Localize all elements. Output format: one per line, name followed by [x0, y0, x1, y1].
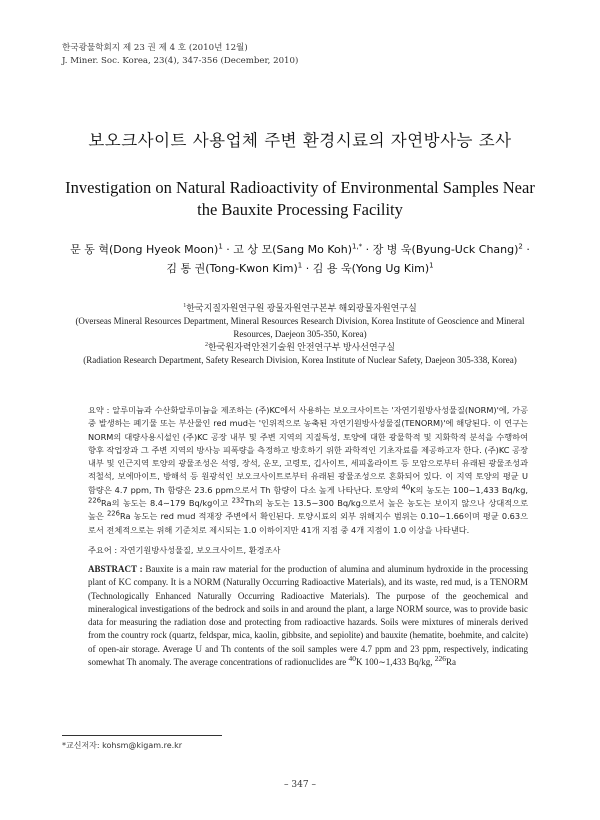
affiliation-en: (Overseas Mineral Resources Department, Mineral Resources Research Division, Korea Institute of Geoscience and Mineral Resources, Daejeon 305-350, Korea)	[75, 316, 525, 339]
author-separator: ·	[362, 243, 373, 256]
affiliation-en: (Radiation Research Department, Safety Research Division, Korea Institute of Nuclear Safety, Daejeon 305-338, Korea)	[83, 355, 517, 365]
footnote-divider	[62, 735, 222, 736]
affiliation-ko: $^1$한국지질자원연구원 광물자원연구본부 해외광물자원연구실	[183, 303, 417, 313]
author-name: 문 동 혁(Dong Hyeok Moon)	[70, 243, 219, 256]
journal-line-en: J. Miner. Soc. Korea, 23(4), 347-356 (December, 2010)	[62, 55, 299, 66]
author-separator: ·	[522, 243, 530, 256]
abstract-ko-label: 요약 :	[88, 405, 113, 415]
author-mark: 2	[518, 242, 523, 251]
author-name: 김 통 권(Tong-Kwon Kim)	[166, 262, 298, 275]
keywords-label: 주요어 :	[88, 545, 120, 555]
title-korean: 보오크사이트 사용업체 주변 환경시료의 자연방사능 조사	[88, 131, 512, 150]
page-number: – 347 –	[284, 780, 316, 790]
affiliations	[70, 302, 530, 367]
journal-line-ko: 한국광물학회지 제 23 권 제 4 호 (2010년 12월)	[62, 43, 248, 53]
affiliation-ko: $^2$한국원자력안전기술원 안전연구부 방사선연구실	[204, 342, 396, 352]
title-english: Investigation on Natural Radioactivity of Environmental Samples Near the Bauxite Processing Facility	[65, 178, 535, 219]
journal-header	[62, 42, 298, 67]
author-mark: 1,*	[352, 242, 363, 251]
keywords-korean	[88, 545, 528, 556]
author-separator: ·	[302, 262, 313, 275]
keywords-text: 자연기원방사성물질, 보오크사이트, 환경조사	[119, 545, 281, 555]
author-list	[40, 240, 560, 278]
abstract-korean: 요약 : 알루미늄과 수산화알루미늄을 제조하는 (주)KC에서 사용하는 보오크사이트는 '자연기원방사성물질(NORM)'에, 가공 중 발생하는 폐기물 또는 부산물인 red mud는 '인위적으로 농축된 자연기원방사성물질(TENORM)'에 해당된다. 이 연구는 NORM의 대량사용시설인 (주)KC 공장 내부 및 주변 지역의 지질특성, 토양에 대한 광물학적 및 지화학적 분석을 수행하여 향후 작업장과 그 주변 지역의 방사능 피폭량을 측정하고 방호하기 위한 과학적인 기초자료를 제공하고자 한다. (주)KC 공장 내부 및 인근지역 토양의 광물조성은 석영, 장석, 운모, 고령토, 깁사이트, 세피올라이트 등 모암으로부터 유래된 광물조성과 적철석, 보에마이트, 방해석 등 원광석인 보오크사이트로부터 유래된 광물조성으로 혼화되어 있다. 이 지역 토양의 평균 U 함량은 4.7 ppm, Th 함량은 23.6 ppm으로서 Th 함량이 다소 높게 나타난다. 토양의 $^{40}$K의 농도는 100∼1,433 Bq/kg, $^{226}$Ra의 농도는 8.4∼179 Bq/kg이고 $^{232}$Th의 농도는 13.5∼300 Bq/kg으로서 높은 농도는 보이지 않으나 상대적으로 높은 $^{226}$Ra 농도는 red mud 적재장 주변에서 확인된다. 토양시료의 외부 위해지수 범위는 0.10∼1.66이며 평균 0.63으로서 전체적으로는 위해 기준치로 제시되는 1.0 이하이지만 41개 지점 중 4개 지점이 1.0 이상을 나타낸다.	[88, 405, 529, 535]
abstract-en-label: ABSTRACT :	[88, 564, 146, 574]
author-name: 장 병 욱(Byung-Uck Chang)	[372, 243, 519, 256]
abstract-english: ABSTRACT : Bauxite is a main raw material for the production of alumina and aluminum hydroxide in the processing plant of KC company. It is a NORM (Naturally Occurring Radioactive Materials), and its waste, red mud, is a TENORM (Technologically Enhanced Naturally Occurring Radioactive Materials). The purpose of the geochemical and mineralogical investigations of the bedrock and soils in and around the plant, a large NORM source, was to provide basic data for measuring the radiation dose and protecting from radioactive hazards. Soils were mixtures of minerals derived from the country rock (quartz, feldspar, mica, kaolin, gibbsite, and sepiolite) and bauxite (hematite, boehmite, and calcite) of open-air storage. Average U and Th contents of the soil samples were 4.7 ppm and 23 ppm, respectively, indicating somewhat Th anomaly. The average concentrations of radionuclides are $^{40}$K 100∼1,433 Bq/kg, $^{226}$Ra	[88, 564, 528, 667]
author-mark: 1	[297, 261, 303, 270]
author-mark: 1	[429, 261, 434, 270]
author-name: 고 상 모(Sang Mo Koh)	[233, 243, 352, 256]
author-mark: 1	[218, 242, 223, 251]
author-separator: ·	[222, 243, 234, 256]
corresponding-author-footnote: *교신저자: kohsm@kigam.re.kr	[62, 741, 183, 750]
author-name: 김 용 욱(Yong Ug Kim)	[312, 262, 430, 275]
